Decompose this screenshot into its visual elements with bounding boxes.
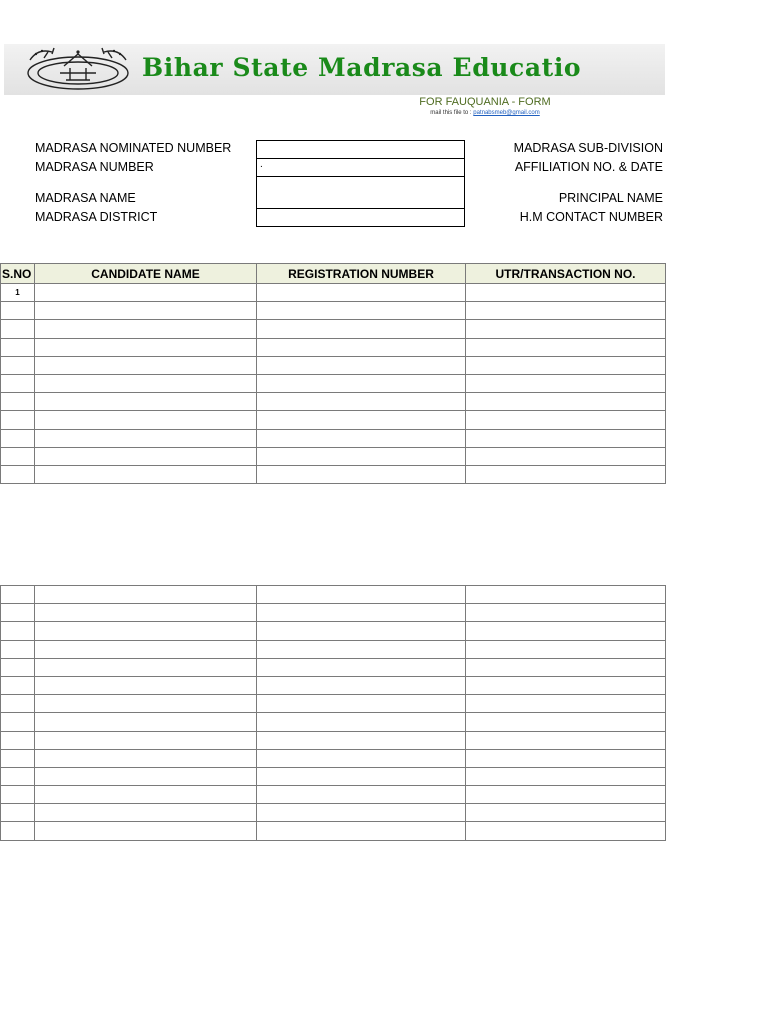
table-row [1,822,666,840]
candidate-name-cell[interactable] [35,658,257,676]
candidate-name-cell[interactable] [35,767,257,785]
serial-number-cell[interactable] [1,320,35,338]
candidate-table-continued [0,585,666,841]
table-row [1,284,666,302]
serial-number-cell[interactable] [1,804,35,822]
utr-transaction-cell[interactable] [466,676,666,694]
utr-transaction-cell[interactable] [466,731,666,749]
candidate-name-cell[interactable] [35,320,257,338]
utr-transaction-cell[interactable] [466,804,666,822]
table-row [1,804,666,822]
header-band [4,44,665,95]
serial-number-cell[interactable] [1,767,35,785]
label-affiliation-no-date: AFFILIATION NO. & DATE [514,160,663,174]
registration-number-cell[interactable] [257,447,466,465]
utr-transaction-cell[interactable] [466,302,666,320]
candidate-name-cell[interactable] [35,822,257,840]
candidate-name-cell[interactable] [35,338,257,356]
utr-transaction-cell[interactable] [466,356,666,374]
table-row [1,374,666,392]
candidate-name-cell[interactable] [35,676,257,694]
table-row [1,447,666,465]
table-row [1,731,666,749]
utr-transaction-cell[interactable] [466,393,666,411]
serial-number-cell[interactable] [1,393,35,411]
utr-transaction-cell[interactable] [466,284,666,302]
utr-transaction-cell[interactable] [466,411,666,429]
candidate-name-cell[interactable] [35,713,257,731]
registration-number-cell[interactable] [257,804,466,822]
utr-transaction-cell[interactable] [466,658,666,676]
serial-number-cell[interactable] [1,447,35,465]
utr-transaction-cell[interactable] [466,429,666,447]
registration-number-cell[interactable] [257,731,466,749]
candidate-name-cell[interactable] [35,393,257,411]
serial-number-cell[interactable] [1,411,35,429]
serial-number-cell[interactable] [1,749,35,767]
label-hm-contact-number: H.M CONTACT NUMBER [519,210,663,224]
table-row [1,713,666,731]
table-row [1,640,666,658]
table-row [1,429,666,447]
utr-transaction-cell[interactable] [466,713,666,731]
serial-number-cell[interactable] [1,622,35,640]
utr-transaction-cell[interactable] [466,465,666,483]
utr-transaction-cell[interactable] [466,604,666,622]
candidate-table [0,263,666,484]
utr-transaction-cell[interactable] [466,786,666,804]
serial-number-cell[interactable] [1,676,35,694]
table-row [1,302,666,320]
registration-number-cell[interactable] [257,586,466,604]
registration-number-cell[interactable] [257,356,466,374]
registration-number-cell[interactable] [257,465,466,483]
madrasa-name-field[interactable] [256,176,465,209]
madrasa-number-field[interactable] [256,158,465,177]
candidate-name-cell[interactable] [35,622,257,640]
registration-number-cell[interactable] [257,695,466,713]
mail-instruction [360,110,610,116]
label-madrasa-district: MADRASA DISTRICT [35,210,158,224]
column-header-candidate-name: CANDIDATE NAME [35,264,257,284]
table-row [1,695,666,713]
table-row [1,658,666,676]
registration-number-cell[interactable] [257,338,466,356]
candidate-name-cell[interactable] [35,411,257,429]
registration-number-cell[interactable] [257,822,466,840]
label-madrasa-nominated-number: MADRASA NOMINATED NUMBER [35,141,232,155]
candidate-name-cell[interactable] [35,465,257,483]
candidate-name-cell[interactable] [35,429,257,447]
utr-transaction-cell[interactable] [466,622,666,640]
utr-transaction-cell[interactable] [466,695,666,713]
serial-number-cell[interactable] [1,604,35,622]
serial-number-cell[interactable] [1,429,35,447]
serial-number-cell[interactable] [1,658,35,676]
label-madrasa-sub-division: MADRASA SUB-DIVISION [513,141,663,155]
column-header-sno: S.NO [1,264,35,284]
serial-number-cell[interactable] [1,356,35,374]
registration-number-cell[interactable] [257,393,466,411]
table-header-row [1,264,666,284]
candidate-name-cell[interactable] [35,356,257,374]
table-row [1,767,666,785]
utr-transaction-cell[interactable] [466,320,666,338]
board-title: Bihar State Madrasa Educatio [142,53,582,82]
registration-number-cell[interactable] [257,284,466,302]
utr-transaction-cell[interactable] [466,374,666,392]
table-row [1,749,666,767]
table-row [1,604,666,622]
candidate-name-cell[interactable] [35,804,257,822]
serial-number-cell[interactable] [1,731,35,749]
serial-number-cell[interactable] [1,822,35,840]
table-row [1,676,666,694]
serial-number-cell[interactable] [1,786,35,804]
candidate-name-cell[interactable] [35,447,257,465]
utr-transaction-cell[interactable] [466,640,666,658]
table-row [1,320,666,338]
madrasa-nominated-number-field[interactable] [256,140,465,159]
registration-number-cell[interactable] [257,374,466,392]
registration-number-cell[interactable] [257,302,466,320]
registration-number-cell[interactable] [257,320,466,338]
table-row [1,622,666,640]
madrasa-board-emblem-icon [24,46,132,94]
madrasa-number-value: . [260,159,263,170]
serial-number-cell[interactable] [1,586,35,604]
utr-transaction-cell[interactable] [466,822,666,840]
registration-number-cell[interactable] [257,749,466,767]
serial-number-cell[interactable] [1,302,35,320]
registration-number-cell[interactable] [257,622,466,640]
candidate-name-cell[interactable] [35,731,257,749]
serial-number-cell[interactable] [1,374,35,392]
utr-transaction-cell[interactable] [466,338,666,356]
mail-address-link[interactable]: patnabsmeb@gmail.com [473,110,540,116]
table-row [1,356,666,374]
serial-number-cell[interactable] [1,695,35,713]
form-title: FOR FAUQUANIA - FORM [419,96,551,108]
mail-prefix: mail this file to : [430,110,472,116]
utr-transaction-cell[interactable] [466,447,666,465]
label-principal-name: PRINCIPAL NAME [558,191,663,205]
table-row [1,465,666,483]
candidate-name-cell[interactable] [35,749,257,767]
registration-number-cell[interactable] [257,767,466,785]
madrasa-district-field[interactable] [256,208,465,227]
table-row [1,586,666,604]
candidate-name-cell[interactable] [35,695,257,713]
registration-number-cell[interactable] [257,604,466,622]
registration-number-cell[interactable] [257,429,466,447]
registration-number-cell[interactable] [257,786,466,804]
table-row [1,393,666,411]
registration-number-cell[interactable] [257,411,466,429]
candidate-name-cell[interactable] [35,302,257,320]
candidate-name-cell[interactable] [35,640,257,658]
serial-number-cell: 1 [1,284,35,302]
candidate-name-cell[interactable] [35,586,257,604]
table-row [1,786,666,804]
table-row [1,338,666,356]
serial-number-cell[interactable] [1,640,35,658]
label-madrasa-number: MADRASA NUMBER [35,160,154,174]
registration-number-cell[interactable] [257,676,466,694]
utr-transaction-cell[interactable] [466,767,666,785]
serial-number-cell[interactable] [1,465,35,483]
candidate-name-cell[interactable] [35,284,257,302]
registration-number-cell[interactable] [257,658,466,676]
utr-transaction-cell[interactable] [466,586,666,604]
candidate-name-cell[interactable] [35,604,257,622]
column-header-registration-number: REGISTRATION NUMBER [257,264,466,284]
utr-transaction-cell[interactable] [466,749,666,767]
registration-number-cell[interactable] [257,640,466,658]
registration-number-cell[interactable] [257,713,466,731]
serial-number-cell[interactable] [1,713,35,731]
column-header-utr-transaction-no: UTR/TRANSACTION NO. [466,264,666,284]
label-madrasa-name: MADRASA NAME [35,191,136,205]
table-row [1,411,666,429]
candidate-name-cell[interactable] [35,786,257,804]
serial-number-cell[interactable] [1,338,35,356]
candidate-name-cell[interactable] [35,374,257,392]
